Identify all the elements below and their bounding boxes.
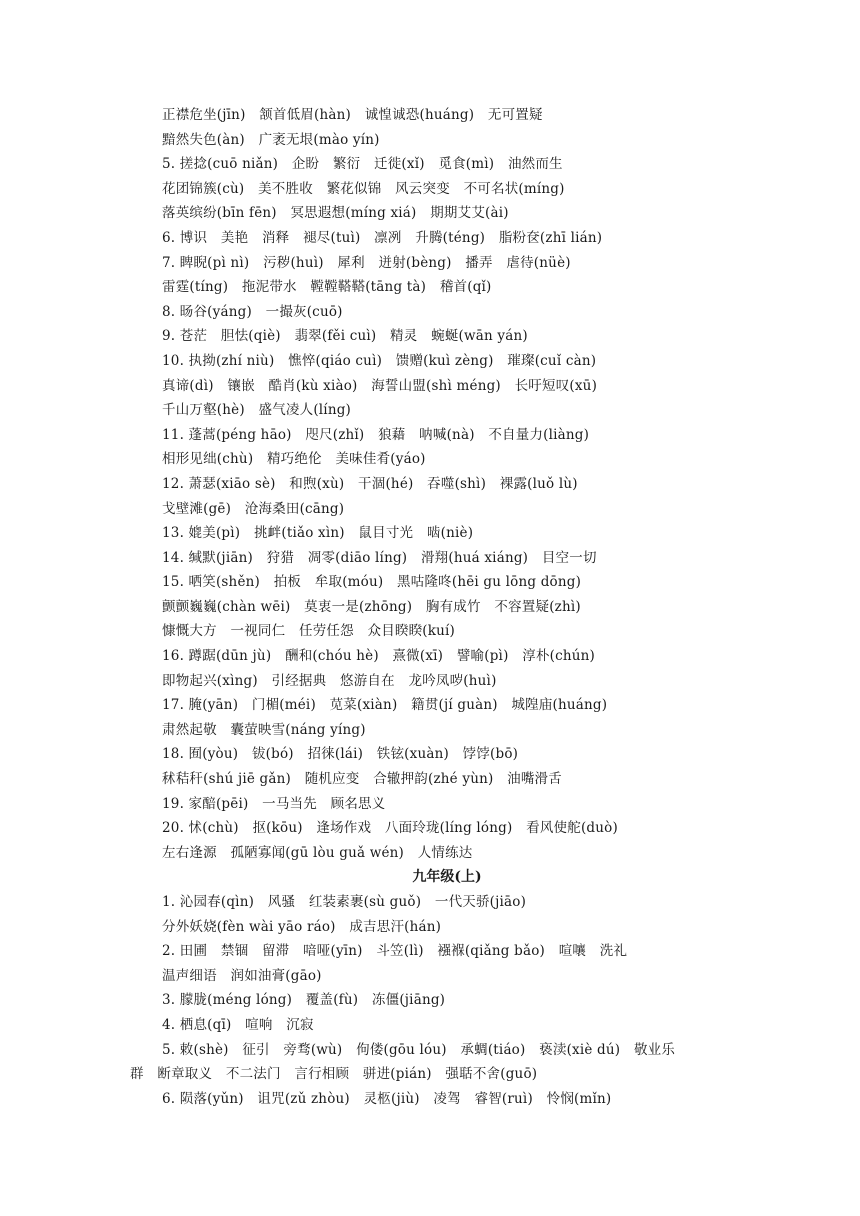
vocab-line: 6. 博识 美艳 消释 褪尽(tuì) 凛冽 升腾(téng) 脂粉奁(zhī lián) — [162, 229, 603, 246]
vocab-line: 14. 缄默(jiān) 狩猎 凋零(diāo líng) 滑翔(huá xiáng) 目空一切 — [162, 549, 597, 566]
vocab-line: 9. 苍茫 胆怯(qiè) 翡翠(fěi cuì) 精灵 蜿蜒(wān yán) — [162, 328, 528, 345]
vocab-line: 雷霆(tíng) 拖泥带水 鞺鞺鞳鞳(tāng tà) 稽首(qǐ) — [162, 279, 492, 296]
vocab-line: 5. 搓捻(cuō niǎn) 企盼 繁衍 迁徙(xǐ) 觅食(mì) 油然而生 — [162, 156, 563, 173]
vocab-line: 12. 萧瑟(xiāo sè) 和煦(xù) 干涸(hé) 吞噬(shì) 裸露(luǒ lù) — [162, 475, 578, 492]
vocab-line: 1. 沁园春(qìn) 风骚 红装素裹(sù guǒ) 一代天骄(jiāo) — [162, 894, 527, 910]
vocab-line: 2. 田圃 禁锢 留滞 喑哑(yīn) 斗笠(lì) 襁褓(qiǎng bǎo) 喧嚷 洗礼 — [162, 943, 628, 960]
vocab-line: 肃然起敬 囊萤映雪(náng yíng) — [162, 721, 366, 738]
vocab-line: 戈壁滩(gē) 沧海桑田(cāng) — [162, 500, 345, 517]
vocabulary-list — [130, 103, 762, 1111]
vocab-line: 相形见绌(chù) 精巧绝伦 美味佳肴(yáo) — [162, 451, 426, 468]
vocab-line: 11. 蓬蒿(péng hāo) 咫尺(zhǐ) 狼藉 呐喊(nà) 不自量力(liàng) — [162, 426, 590, 443]
vocab-line: 颤颤巍巍(chàn wēi) 莫衷一是(zhōng) 胸有成竹 不容置疑(zhì) — [162, 598, 581, 615]
vocab-line: 花团锦簇(cù) 美不胜收 繁花似锦 风云突变 不可名状(míng) — [162, 180, 565, 197]
section-heading: 九年级(上) — [412, 869, 482, 886]
vocab-line: 16. 蹲踞(dūn jù) 酬和(chóu hè) 熹微(xī) 譬喻(pì) 淳朴(chún) — [162, 648, 596, 665]
vocab-line: 3. 朦胧(méng lóng) 覆盖(fù) 冻僵(jiāng) — [162, 992, 446, 1009]
vocab-line: 黯然失色(àn) 广袤无垠(mào yín) — [162, 131, 380, 148]
vocab-line: 6. 陨落(yǔn) 诅咒(zǔ zhòu) 灵柩(jiù) 凌驾 睿智(ruì) 怜悯(mǐn) — [162, 1090, 612, 1107]
vocab-line: 5. 敕(shè) 征引 旁骛(wù) 佝偻(gōu lóu) 承蜩(tiáo) 亵渎(xiè dú) 敬业乐 — [162, 1041, 676, 1058]
vocab-line: 4. 栖息(qī) 喧响 沉寂 — [162, 1016, 314, 1033]
vocab-line: 7. 睥睨(pì nì) 污秽(huì) 犀利 迸射(bèng) 播弄 虐待(nüè) — [162, 254, 571, 271]
vocab-line: 落英缤纷(bīn fēn) 冥思遐想(míng xiá) 期期艾艾(ài) — [162, 205, 509, 222]
vocab-line: 左右逢源 孤陋寡闻(gū lòu guǎ wén) 人情练达 — [162, 844, 473, 861]
vocab-line: 10. 执拗(zhí niù) 憔悴(qiáo cuì) 馈赠(kuì zèng) 璀璨(cuǐ càn) — [162, 352, 597, 369]
vocab-line: 17. 腌(yān) 门楣(méi) 苋菜(xiàn) 籍贯(jí guàn) 城隍庙(huáng) — [162, 697, 608, 714]
vocab-line: 慷慨大方 一视同仁 任劳任怨 众目睽睽(kuí) — [162, 623, 456, 640]
vocab-line: 千山万壑(hè) 盛气凌人(líng) — [162, 402, 352, 419]
vocab-line: 正襟危坐(jīn) 颔首低眉(hàn) 诚惶诚恐(huáng) 无可置疑 — [162, 107, 543, 123]
vocab-line: 秫秸秆(shú jiē gǎn) 随机应变 合辙押韵(zhé yùn) 油嘴滑舌 — [162, 771, 562, 788]
vocab-line: 即物起兴(xìng) 引经据典 悠游自在 龙吟凤哕(huì) — [162, 672, 497, 689]
vocab-line: 8. 旸谷(yáng) 一撮灰(cuō) — [162, 303, 343, 320]
vocab-line: 群 断章取义 不二法门 言行相顾 骈进(pián) 强聒不舍(guō) — [130, 1066, 538, 1083]
vocab-line: 13. 媲美(pì) 挑衅(tiǎo xìn) 鼠目寸光 啮(niè) — [162, 525, 474, 542]
vocab-line: 温声细语 润如油膏(gāo) — [162, 967, 322, 984]
vocab-line: 18. 囿(yòu) 钹(bó) 招徕(lái) 铁铉(xuàn) 饽饽(bō) — [162, 746, 519, 763]
vocab-line: 15. 哂笑(shěn) 拍板 牟取(móu) 黑咕隆咚(hēi gu lōng dōng) — [162, 574, 582, 591]
vocab-line: 真谛(dì) 镶嵌 酷肖(kù xiào) 海誓山盟(shì méng) 长吁短叹(xū) — [162, 377, 598, 394]
vocab-line: 20. 怵(chù) 抠(kōu) 逢场作戏 八面玲珑(líng lóng) 看风使舵(duò) — [162, 820, 618, 837]
vocab-line: 分外妖娆(fèn wài yāo ráo) 成吉思汗(hán) — [162, 918, 442, 935]
vocab-line: 19. 家醅(pēi) 一马当先 顾名思义 — [162, 795, 386, 812]
